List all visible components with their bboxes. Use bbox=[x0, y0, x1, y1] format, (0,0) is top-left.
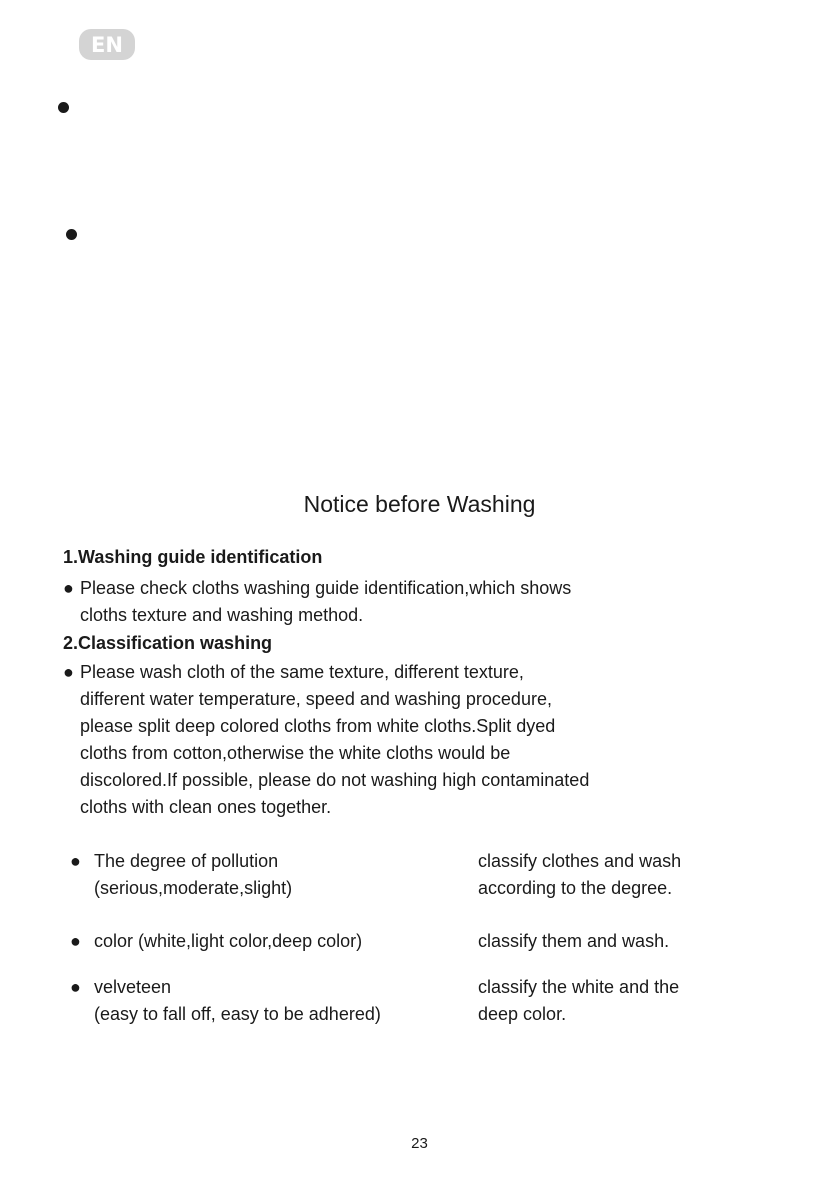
section-paragraph-washing-guide bbox=[63, 575, 571, 629]
paragraph-line: cloths from cotton,otherwise the white cloths would be bbox=[80, 743, 511, 763]
row-criterion: The degree of pollution bbox=[94, 851, 279, 871]
bullet: ● bbox=[63, 662, 74, 682]
section-heading-washing-guide: 1.Washing guide identification bbox=[63, 547, 323, 567]
row-criterion: (easy to fall off, easy to be adhered) bbox=[94, 1004, 381, 1024]
page-number: 23 bbox=[411, 1135, 428, 1152]
bullet: ● bbox=[70, 931, 81, 951]
paragraph-line: please split deep colored cloths from white cloths.Split dyed bbox=[80, 716, 556, 736]
language-badge: EN bbox=[79, 29, 135, 60]
bullet-dot-1 bbox=[58, 102, 69, 113]
row-criterion: velveteen bbox=[94, 977, 172, 997]
paragraph-line: Please wash cloth of the same texture, different texture, bbox=[80, 662, 524, 682]
bullet: ● bbox=[70, 977, 81, 997]
row-instruction: deep color. bbox=[478, 1004, 567, 1024]
paragraph-line: discolored.If possible, please do not washing high contaminated bbox=[80, 770, 590, 790]
bullet: ● bbox=[63, 578, 74, 598]
bullet-dot-2 bbox=[66, 229, 77, 240]
row-criterion: (serious,moderate,slight) bbox=[94, 878, 293, 898]
bullet: ● bbox=[70, 851, 81, 871]
section-paragraph-classification bbox=[63, 659, 589, 821]
paragraph-line: cloths texture and washing method. bbox=[80, 605, 364, 625]
page-title: Notice before Washing bbox=[303, 491, 536, 517]
paragraph-line: cloths with clean ones together. bbox=[80, 797, 332, 817]
section-heading-classification: 2.Classification washing bbox=[63, 633, 273, 653]
row-instruction: classify them and wash. bbox=[478, 931, 670, 951]
row-instruction: classify the white and the bbox=[478, 977, 680, 997]
paragraph-line: different water temperature, speed and washing procedure, bbox=[80, 689, 552, 709]
row-criterion: color (white,light color,deep color) bbox=[94, 931, 363, 951]
row-instruction: classify clothes and wash bbox=[478, 851, 682, 871]
paragraph-line: Please check cloths washing guide identification,which shows bbox=[80, 578, 572, 598]
row-instruction: according to the degree. bbox=[478, 878, 673, 898]
